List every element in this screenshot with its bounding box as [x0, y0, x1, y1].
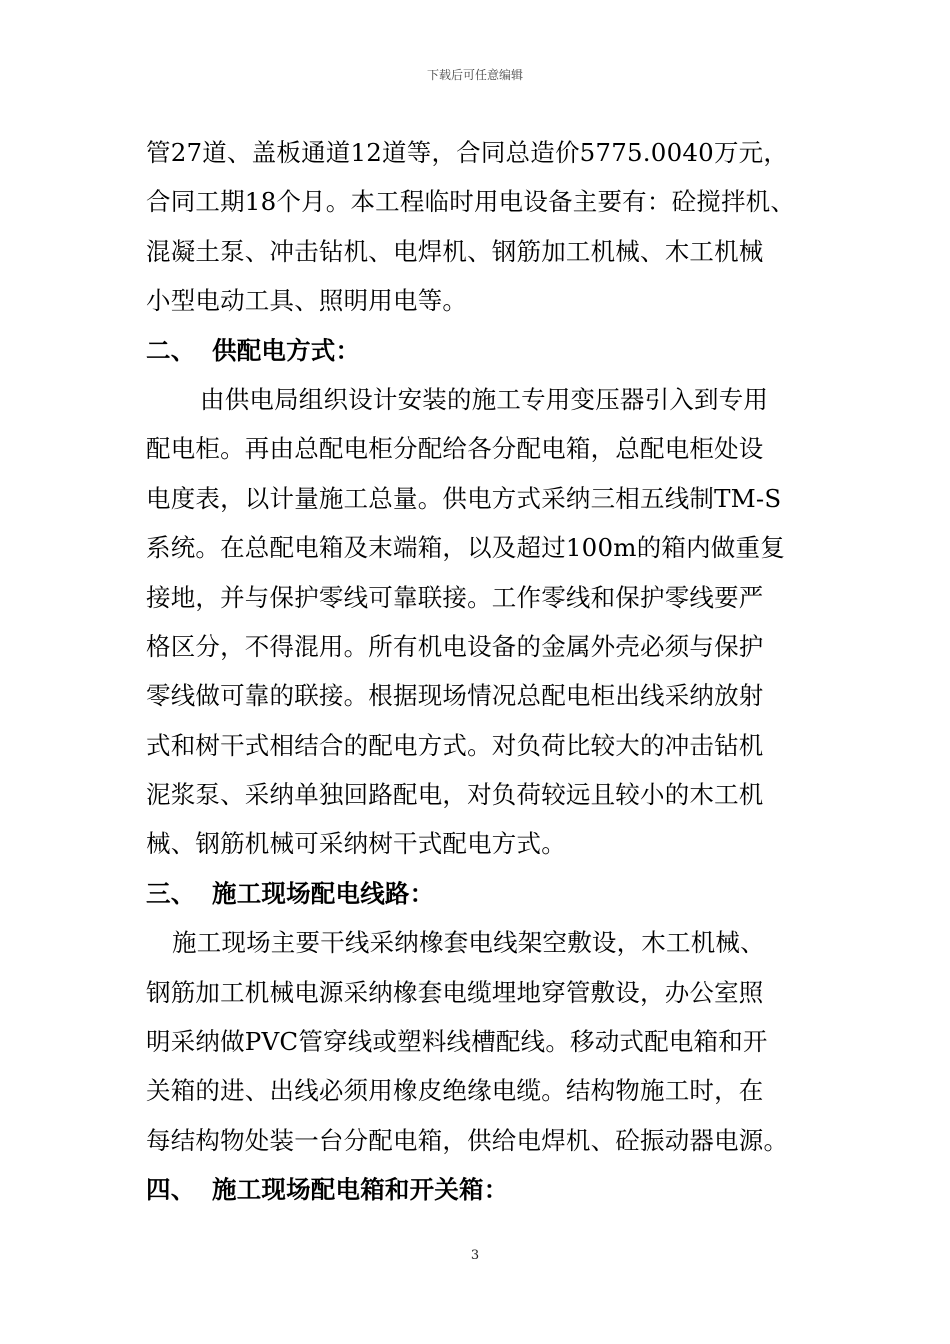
- text-line: 由供电局组织设计安装的施工专用变压器引入到专用: [200, 384, 769, 414]
- text-line: 式和树干式相结合的配电方式。对负荷比较大的冲击钻机: [146, 730, 764, 760]
- text-line: 械、钢筋机械可采纳树干式配电方式。: [146, 829, 566, 859]
- section-heading-2: [146, 326, 816, 375]
- text-line: 关箱的进、出线必须用橡皮绝缘电缆。结构物施工时，在: [146, 1076, 764, 1106]
- section-title: 施工现场配电线路：: [212, 878, 435, 908]
- page-header: 下载后可任意编辑: [426, 68, 523, 82]
- section-heading-4: [146, 1165, 816, 1214]
- text-line: 合同工期18个月。本工程临时用电设备主要有：砼搅拌机、: [146, 187, 796, 217]
- text-line: 混凝土泵、冲击钻机、电焊机、钢筋加工机械、木工机械: [146, 236, 764, 266]
- text-line: 小型电动工具、照明用电等。: [146, 286, 468, 316]
- section-number: 四、: [146, 1175, 196, 1205]
- paragraph-1: [146, 128, 816, 326]
- paragraph-2: [146, 375, 816, 869]
- text-line: 泥浆泵、采纳单独回路配电，对负荷较远且较小的木工机: [146, 780, 764, 810]
- text-line: 每结构物处装一台分配电箱，供给电焊机、砼振动器电源。: [146, 1125, 789, 1155]
- text-line: 格区分，不得混用。所有机电设备的金属外壳必须与保护: [146, 631, 764, 661]
- document-body: [146, 128, 816, 1215]
- text-line: 明采纳做PVC管穿线或塑料线槽配线。移动式配电箱和开: [146, 1027, 768, 1057]
- section-number: 三、: [146, 878, 196, 908]
- text-line: 接地，并与保护零线可靠联接。工作零线和保护零线要严: [146, 582, 764, 612]
- text-line: 电度表，以计量施工总量。供电方式采纳三相五线制TM-S: [146, 483, 782, 513]
- text-line: 配电柜。再由总配电柜分配给各分配电箱，总配电柜处设: [146, 434, 764, 464]
- section-heading-3: [146, 869, 816, 918]
- text-line: 钢筋加工机械电源采纳橡套电缆埋地穿管敷设，办公室照: [146, 977, 764, 1007]
- text-line: 管27道、盖板通道12道等，合同总造价5775.0040万元，: [146, 138, 789, 167]
- page-number: 3: [470, 1248, 480, 1263]
- section-title: 施工现场配电箱和开关箱：: [212, 1175, 509, 1205]
- section-number: 二、: [146, 335, 196, 365]
- text-line: 系统。在总配电箱及末端箱，以及超过100m的箱内做重复: [146, 533, 785, 563]
- text-line: 零线做可靠的联接。根据现场情况总配电柜出线采纳放射: [146, 681, 764, 711]
- section-title: 供配电方式：: [212, 335, 361, 365]
- text-line: 施工现场主要干线采纳橡套电线架空敷设，木工机械、: [172, 928, 765, 958]
- paragraph-3: [146, 918, 816, 1165]
